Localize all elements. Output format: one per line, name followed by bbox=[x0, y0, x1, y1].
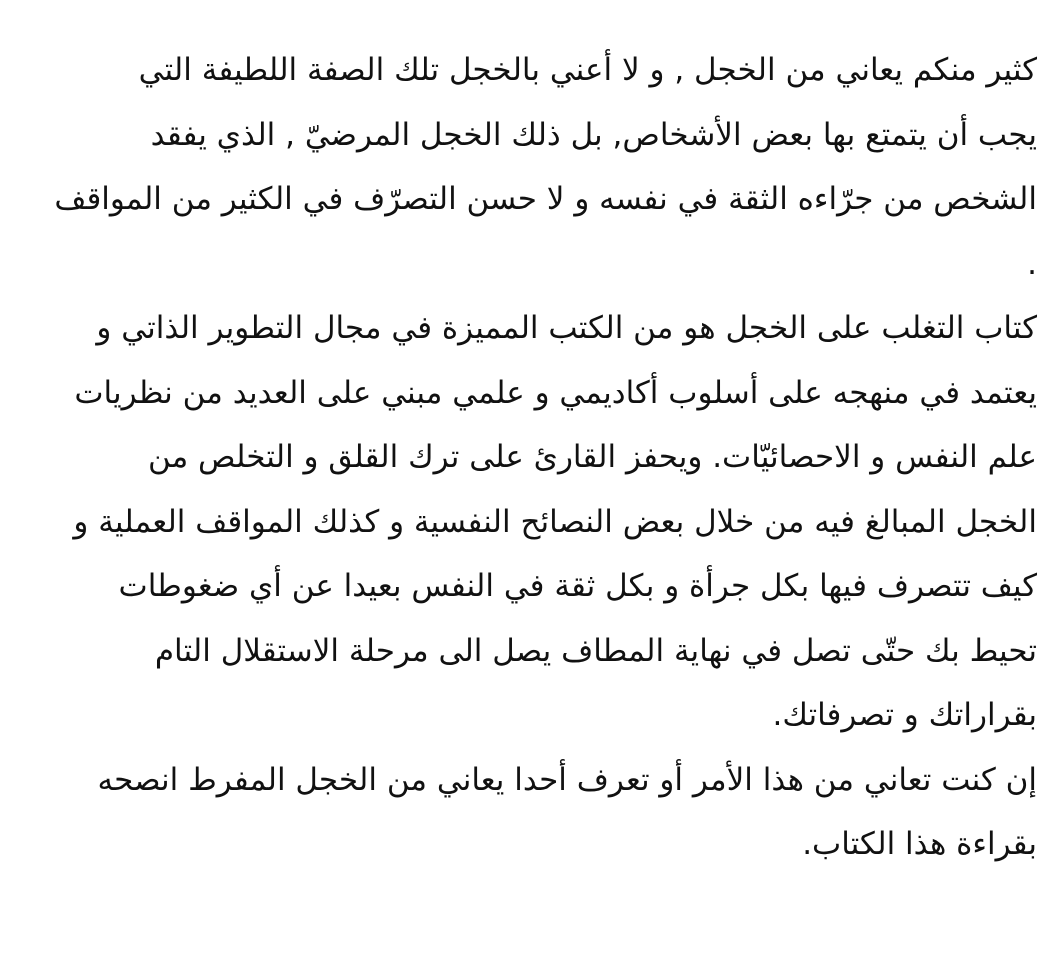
text-line-4: . bbox=[1027, 245, 1037, 282]
text-line-10: تحيط بك حتّى تصل في نهاية المطاف يصل الى مرحلة الاستقلال التام bbox=[154, 632, 1037, 669]
text-line-12: إن كنت تعاني من هذا الأمر أو تعرف أحدا يعاني من الخجل المفرط انصحه bbox=[97, 761, 1037, 798]
article-text bbox=[20, 38, 1037, 877]
text-line-8: الخجل المبالغ فيه من خلال بعض النصائح النفسية و كذلك المواقف العملية و bbox=[73, 503, 1037, 540]
text-line-6: يعتمد في منهجه على أسلوب أكاديمي و علمي مبني على العديد من نظريات bbox=[74, 374, 1037, 411]
text-line-11: بقراراتك و تصرفاتك. bbox=[772, 697, 1037, 733]
text-line-5: كتاب التغلب على الخجل هو من الكتب المميزة في مجال التطوير الذاتي و bbox=[96, 310, 1037, 346]
text-line-3: الشخص من جرّاءه الثقة في نفسه و لا حسن التصرّف في الكثير من المواقف bbox=[54, 181, 1037, 217]
text-line-7: علم النفس و الاحصائيّات. ويحفز القارئ على ترك القلق و التخلص من bbox=[147, 439, 1037, 475]
text-line-13: بقراءة هذا الكتاب. bbox=[802, 826, 1037, 862]
text-line-2: يجب أن يتمتع بها بعض الأشخاص, بل ذلك الخجل المرضيّ , الذي يفقد bbox=[150, 116, 1037, 153]
text-line-9: كيف تتصرف فيها بكل جرأة و بكل ثقة في النفس بعيدا عن أي ضغوطات bbox=[118, 568, 1037, 604]
text-line-1: كثير منكم يعاني من الخجل , و لا أعني بالخجل تلك الصفة اللطيفة التي bbox=[138, 52, 1037, 88]
